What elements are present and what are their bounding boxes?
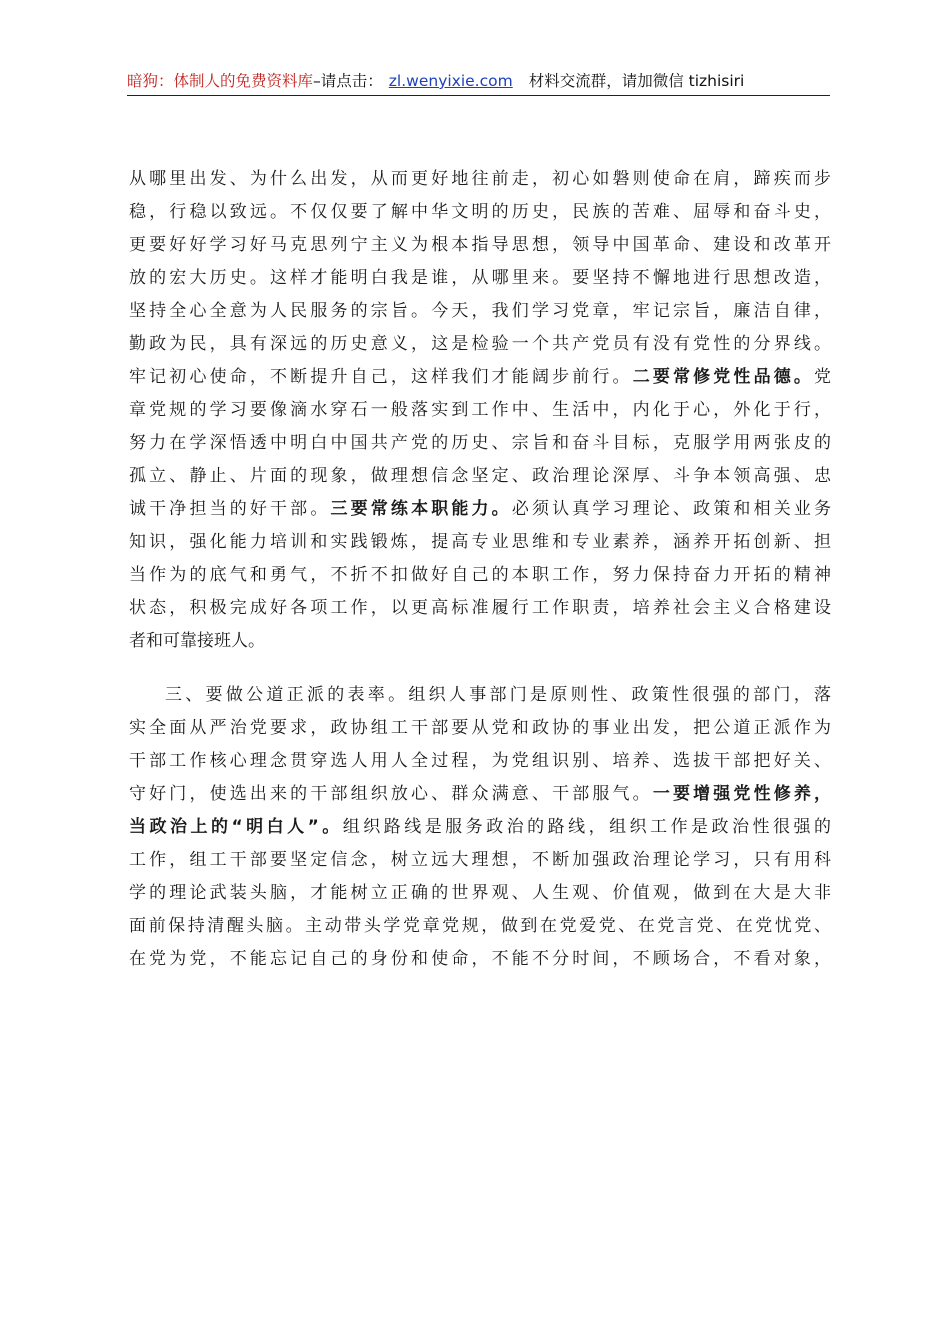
text-line: 从哪里出发、为什么出发，从而更好地往前走，初心如磐则使命在肩，蹄疾而步 [129, 169, 831, 189]
text-line [129, 778, 831, 811]
document-body [129, 163, 831, 976]
text-run: 牢记初心使命，不断提升自己，这样我们才能阔步前行。 [129, 367, 633, 387]
text-line: 更要好好学习好马克思列宁主义为根本指导思想，领导中国革命、建设和改革开 [129, 235, 831, 255]
text-line: 放的宏大历史。这样才能明白我是谁，从哪里来。要坚持不懈地进行思想改造， [129, 268, 831, 288]
text-line: 坚持全心全意为人民服务的宗旨。今天，我们学习党章，牢记宗旨，廉洁自律， [129, 301, 831, 321]
text-line: 学的理论武装头脑，才能树立正确的世界观、人生观、价值观，做到在大是大非 [129, 883, 831, 903]
bold-heading-1-cont: 当政治上的“明白人”。 [129, 817, 343, 837]
text-line: 当作为的底气和勇气，不折不扣做好自己的本职工作，努力保持奋力开拓的精神 [129, 565, 831, 585]
text-line: 孤立、静止、片面的现象，做理想信念坚定、政治理论深厚、斗争本领高强、忠 [129, 466, 831, 486]
text-line [129, 361, 831, 394]
text-line: 三、要做公道正派的表率。组织人事部门是原则性、政策性很强的部门，落 [165, 685, 831, 705]
text-line [129, 811, 831, 844]
text-line: 在党为党，不能忘记自己的身份和使命，不能不分时间，不顾场合，不看对象， [129, 949, 831, 969]
text-run: 必须认真学习理论、政策和相关业务 [511, 499, 832, 519]
bold-heading-1: 一要增强党性修养， [652, 784, 832, 804]
text-line: 知识，强化能力培训和实践锻炼，提高专业思维和专业素养，涵养开拓创新、担 [129, 532, 831, 552]
text-line: 者和可靠接班人。 [129, 631, 265, 651]
header-link[interactable]: zl.wenyixie.com [388, 72, 513, 90]
header-divider [127, 95, 830, 96]
text-line: 工作，组工干部要坚定信念，树立远大理想，不断加强政治理论学习，只有用科 [129, 850, 831, 870]
paragraph-2 [129, 679, 831, 976]
text-run: 党 [814, 367, 832, 387]
header-contact: 材料交流群，请加微信 tizhisiri [528, 72, 745, 90]
paragraph-gap [129, 658, 831, 679]
text-line: 章党规的学习要像滴水穿石一般落实到工作中、生活中，内化于心，外化于行， [129, 400, 831, 420]
paragraph-1 [129, 163, 831, 658]
header-prompt: –请点击： [313, 72, 383, 90]
header-brand: 暗狗：体制人的免费资料库 [127, 72, 314, 90]
text-run: 守好门，使选出来的干部组织放心、群众满意、干部服气。 [129, 784, 653, 804]
text-line: 勤政为民，具有深远的历史意义，这是检验一个共产党员有没有党性的分界线。 [129, 334, 831, 354]
text-line: 面前保持清醒头脑。主动带头学党章党规，做到在党爱党、在党言党、在党忧党、 [129, 916, 831, 936]
bold-heading-2: 二要常修党性品德。 [632, 367, 815, 387]
bold-heading-3: 三要常练本职能力。 [330, 499, 512, 519]
text-line: 干部工作核心理念贯穿选人用人全过程，为党组识别、培养、选拔干部把好关、 [129, 751, 831, 771]
text-line [129, 493, 831, 526]
text-run: 诚干净担当的好干部。 [129, 499, 331, 519]
text-run: 组织路线是服务政治的路线，组织工作是政治性很强的 [342, 817, 831, 837]
text-line: 实全面从严治党要求，政协组工干部要从党和政协的事业出发，把公道正派作为 [129, 718, 831, 738]
text-line: 努力在学深悟透中明白中国共产党的历史、宗旨和奋斗目标，克服学用两张皮的 [129, 433, 831, 453]
text-line: 状态，积极完成好各项工作，以更高标准履行工作职责，培养社会主义合格建设 [129, 598, 831, 618]
page-header [127, 70, 830, 92]
text-line: 稳，行稳以致远。不仅仅要了解中华文明的历史，民族的苦难、屈辱和奋斗史， [129, 202, 831, 222]
